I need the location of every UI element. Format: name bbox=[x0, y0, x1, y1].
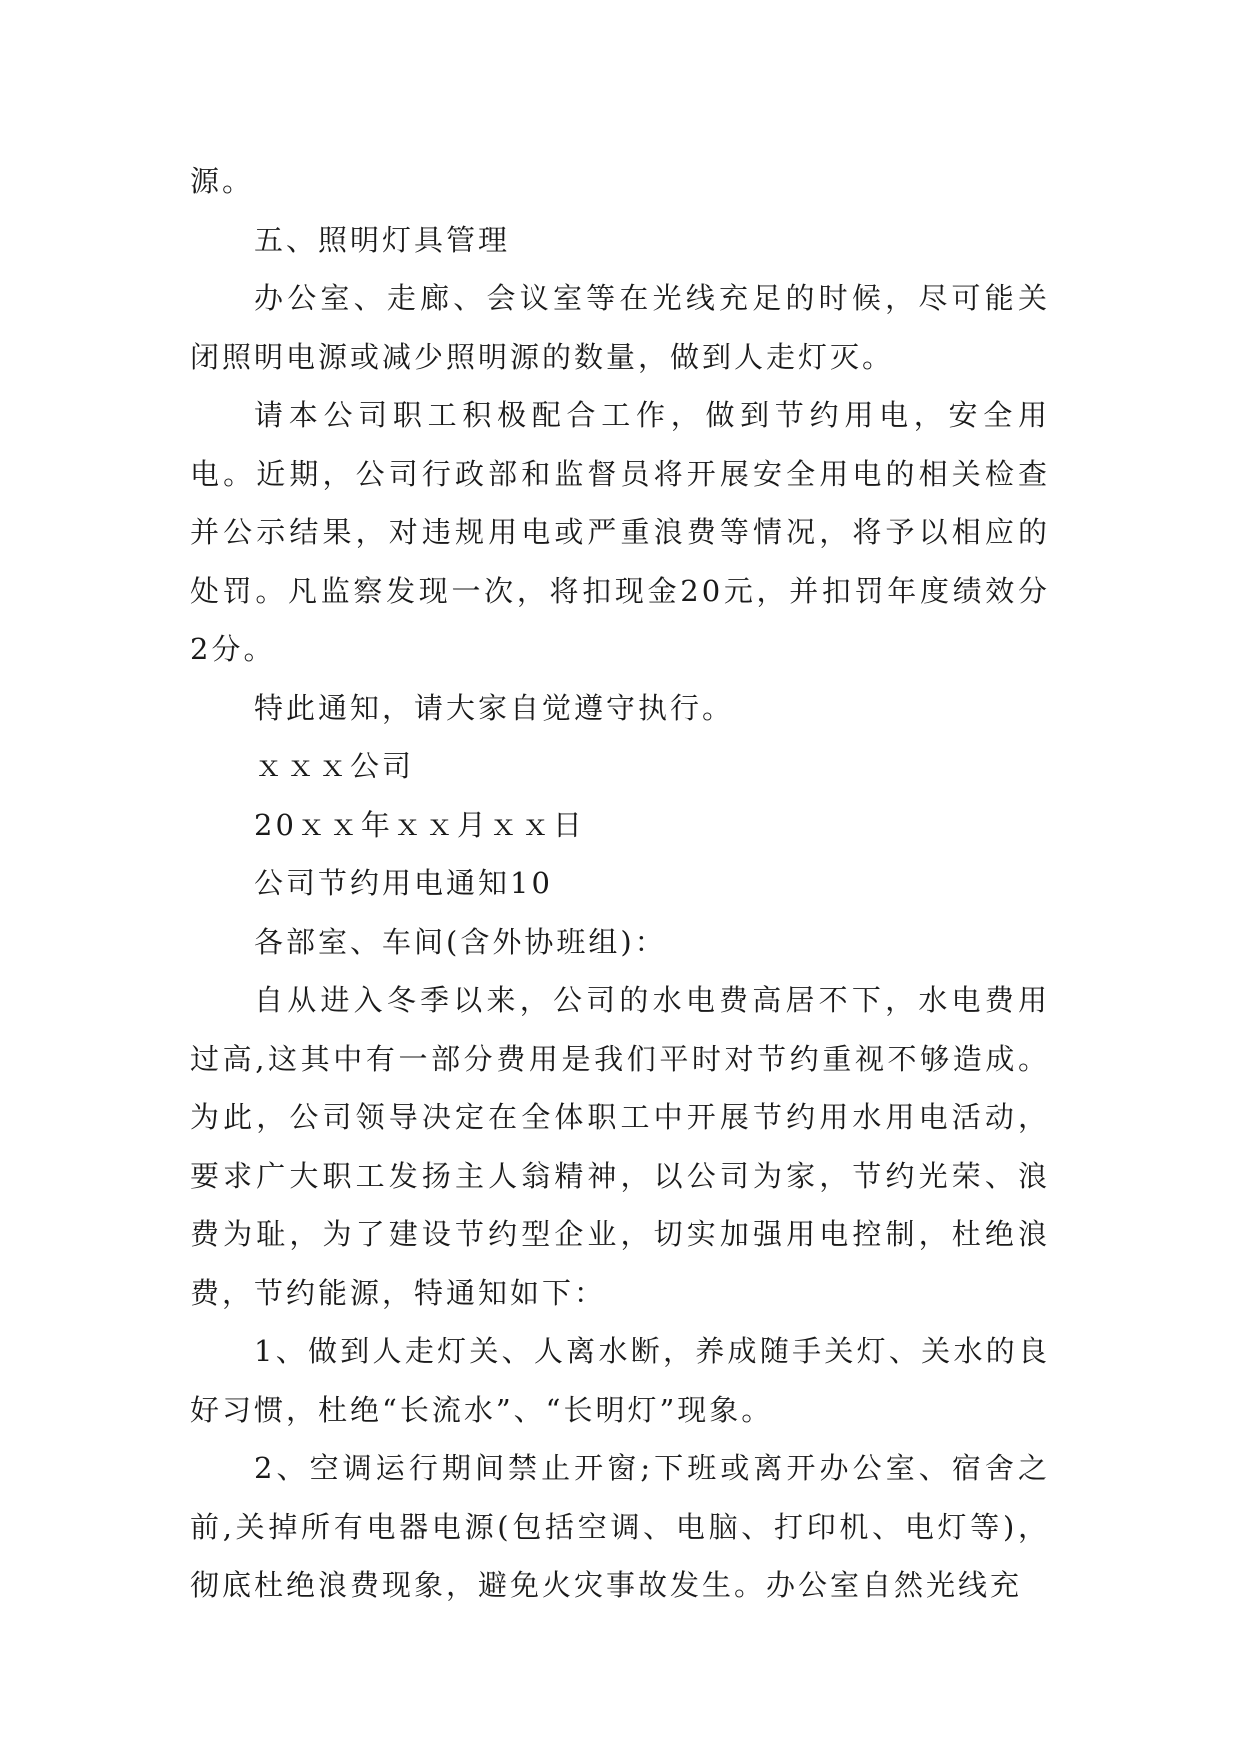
paragraph-intro: 自从进入冬季以来，公司的水电费高居不下，水电费用过高,这其中有一部分费用是我们平时对节约重视不够造成。为此，公司领导决定在全体职工中开展节约用水用电活动，要求广大职工发扬主人翁精神，以公司为家，节约光荣、浪费为耻，为了建设节约型企业，切实加强用电控制，杜绝浪费，节约能源，特通知如下： bbox=[190, 983, 1050, 1310]
notice-addressee: 各部室、车间(含外协班组)： bbox=[254, 924, 667, 959]
list-item-1: 1、做到人走灯关、人离水断，养成随手关灯、关水的良好习惯，杜绝“长流水”、“长明灯”现象。 bbox=[190, 1334, 1050, 1427]
signature-company: ｘｘｘ公司 bbox=[254, 749, 415, 783]
paragraph-continuation: 源。 bbox=[190, 164, 255, 198]
notice-title: 公司节约用电通知10 bbox=[254, 866, 553, 900]
paragraph-notice-closing: 特此通知，请大家自觉遵守执行。 bbox=[254, 690, 735, 725]
paragraph-penalty: 请本公司职工积极配合工作，做到节约用电，安全用电。近期，公司行政部和监督员将开展安全用电的相关检查并公示结果，对违规用电或严重浪费等情况，将予以相应的处罚。凡监察发现一次，将扣现金20元，并扣罚年度绩效分2分。 bbox=[190, 398, 1050, 666]
list-item-2: 2、空调运行期间禁止开窗;下班或离开办公室、宿舍之前,关掉所有电器电源(包括空调、电脑、打印机、电灯等)，彻底杜绝浪费现象，避免火灾事故发生。办公室自然光线充 bbox=[190, 1451, 1050, 1602]
signature-date: 20ｘｘ年ｘｘ月ｘｘ日 bbox=[254, 807, 585, 842]
section-heading-lighting: 五、照明灯具管理 bbox=[254, 222, 511, 257]
paragraph-lighting-rule: 办公室、走廊、会议室等在光线充足的时候，尽可能关闭照明电源或减少照明源的数量，做到人走灯灭。 bbox=[190, 281, 1050, 374]
document-body bbox=[190, 152, 1050, 1615]
